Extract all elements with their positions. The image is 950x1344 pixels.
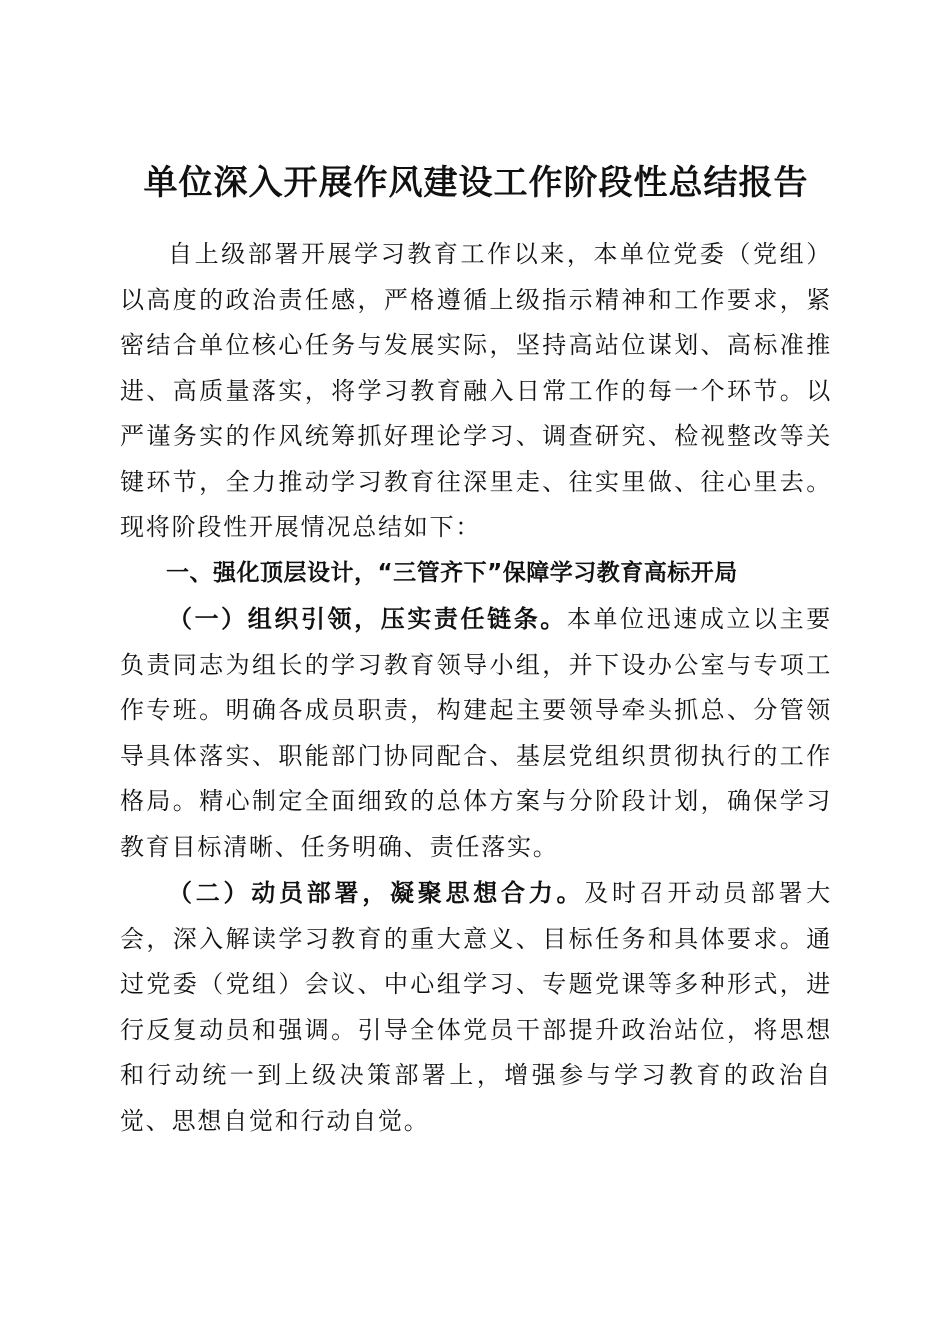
subsection-text-2: 及时召开动员部署大会，深入解读学习教育的重大意义、目标任务和具体要求。通过党委（党组）会议、中心组学习、专题党课等多种形式，进行反复动员和强调。引导全体党员干部提升政治站位，将思想和行动统一到上级决策部署上，增强参与学习教育的政治自觉、思想自觉和行动自觉。	[120, 879, 832, 1135]
subsection-paragraph-2	[120, 870, 832, 1144]
document-body	[120, 232, 832, 1144]
section-heading-1: 一、强化顶层设计，“三管齐下”保障学习教育高标开局	[166, 559, 738, 586]
subsection-lead-2: （二）动员部署，凝聚思想合力。	[168, 878, 585, 907]
subsection-lead-1: （一）组织引领，压实责任链条。	[168, 604, 567, 633]
intro-paragraph: 自上级部署开展学习教育工作以来，本单位党委（党组）以高度的政治责任感，严格遵循上级指示精神和工作要求，紧密结合单位核心任务与发展实际，坚持高站位谋划、高标准推进、高质量落实，将学习教育融入日常工作的每一个环节。以严谨务实的作风统筹抓好理论学习、调查研究、检视整改等关键环节，全力推动学习教育往深里走、往实里做、往心里去。现将阶段性开展情况总结如下：	[120, 240, 832, 541]
subsection-text-1: 本单位迅速成立以主要负责同志为组长的学习教育领导小组，并下设办公室与专项工作专班。明确各成员职责，构建起主要领导牵头抓总、分管领导具体落实、职能部门协同配合、基层党组织贯彻执行的工作格局。精心制定全面细致的总体方案与分阶段计划，确保学习教育目标清晰、任务明确、责任落实。	[120, 605, 832, 861]
document-title: 单位深入开展作风建设工作阶段性总结报告	[143, 162, 809, 203]
subsection-paragraph-1	[120, 596, 832, 870]
